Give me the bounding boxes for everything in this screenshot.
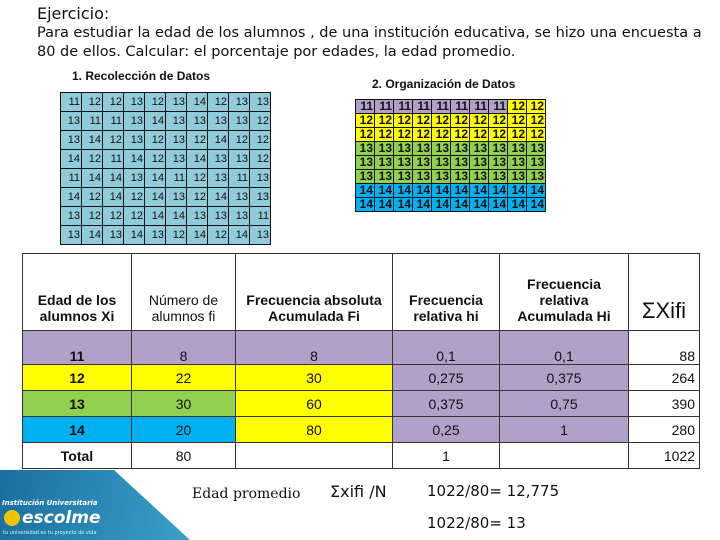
grid-cell: 13	[413, 170, 432, 184]
table-cell: 0,75	[500, 391, 629, 417]
grid-row	[61, 150, 271, 169]
grid-cell: 14	[187, 150, 208, 169]
header-cumulative: Frecuencia absoluta Acumulada Fi	[236, 254, 393, 331]
grid-cell: 14	[375, 184, 394, 198]
grid-cell: 13	[470, 156, 489, 170]
grid-cell: 13	[208, 112, 229, 131]
grid-cell: 12	[451, 128, 470, 142]
grid-cell: 12	[208, 93, 229, 112]
grid-cell: 13	[124, 131, 145, 150]
grid-row	[356, 142, 546, 156]
grid-cell: 12	[432, 114, 451, 128]
table-cell: 0,1	[500, 331, 629, 365]
grid-cell: 14	[470, 198, 489, 212]
grid-cell: 12	[187, 131, 208, 150]
grid-cell: 11	[82, 112, 103, 131]
grid-cell: 14	[432, 184, 451, 198]
table-cell: 0,275	[393, 365, 500, 391]
grid-cell: 13	[527, 170, 546, 184]
grid-cell: 11	[394, 100, 413, 114]
grid-cell: 12	[82, 207, 103, 226]
grid-cell: 13	[187, 112, 208, 131]
grid-cell: 12	[187, 169, 208, 188]
table-cell: 22	[132, 365, 236, 391]
grid-cell: 13	[432, 156, 451, 170]
grid-cell: 11	[470, 100, 489, 114]
grid-cell: 12	[103, 93, 124, 112]
grid-cell: 13	[356, 170, 375, 184]
grid-cell: 13	[356, 142, 375, 156]
grid-cell: 12	[250, 150, 271, 169]
grid-cell: 14	[82, 131, 103, 150]
grid-cell: 11	[356, 100, 375, 114]
header-relative-cumulative: Frecuencia relativa Acumulada Hi	[500, 254, 629, 331]
grid-cell: 13	[356, 156, 375, 170]
grid-row	[61, 188, 271, 207]
table-cell: 390	[629, 391, 700, 417]
total-cell: 80	[132, 443, 236, 469]
grid-cell: 13	[250, 169, 271, 188]
grid-cell: 13	[166, 93, 187, 112]
grid-cell: 12	[508, 100, 527, 114]
grid-row	[61, 226, 271, 245]
grid-cell: 12	[103, 131, 124, 150]
organized-data-grid	[355, 99, 546, 212]
grid-cell: 13	[527, 142, 546, 156]
table-cell: 12	[23, 365, 132, 391]
grid-row	[356, 184, 546, 198]
grid-cell: 13	[61, 131, 82, 150]
grid-cell: 12	[527, 100, 546, 114]
grid-cell: 13	[229, 188, 250, 207]
grid-cell: 12	[432, 128, 451, 142]
grid-cell: 14	[489, 198, 508, 212]
grid-cell: 11	[432, 100, 451, 114]
grid-cell: 13	[508, 142, 527, 156]
grid-cell: 14	[508, 198, 527, 212]
grid-cell: 14	[508, 184, 527, 198]
grid-row	[356, 198, 546, 212]
grid-cell: 11	[103, 112, 124, 131]
grid-cell: 12	[250, 131, 271, 150]
grid-cell: 13	[375, 156, 394, 170]
grid-cell: 14	[145, 112, 166, 131]
grid-cell: 13	[375, 142, 394, 156]
grid-cell: 13	[124, 93, 145, 112]
table-cell: 30	[132, 391, 236, 417]
grid-cell: 13	[229, 93, 250, 112]
grid-cell: 12	[82, 150, 103, 169]
table-cell: 8	[236, 331, 393, 365]
total-cell	[236, 443, 393, 469]
grid-cell: 12	[250, 112, 271, 131]
grid-cell: 14	[145, 169, 166, 188]
grid-cell: 13	[208, 207, 229, 226]
grid-cell: 14	[103, 188, 124, 207]
table-cell: 0,375	[500, 365, 629, 391]
raw-data-grid	[60, 92, 271, 245]
grid-cell: 12	[527, 114, 546, 128]
grid-cell: 13	[208, 169, 229, 188]
grid-cell: 12	[145, 93, 166, 112]
table-cell: 1	[500, 417, 629, 443]
grid-row	[61, 93, 271, 112]
table-cell: 30	[236, 365, 393, 391]
grid-cell: 14	[208, 131, 229, 150]
total-cell: Total	[23, 443, 132, 469]
grid-cell: 12	[145, 131, 166, 150]
table-cell: 0,1	[393, 331, 500, 365]
grid-cell: 13	[250, 226, 271, 245]
grid-cell: 11	[61, 169, 82, 188]
mean-rounded: 1022/80= 13	[427, 514, 526, 532]
grid-cell: 12	[103, 207, 124, 226]
grid-cell: 12	[124, 207, 145, 226]
grid-cell: 14	[394, 184, 413, 198]
grid-cell: 13	[250, 188, 271, 207]
grid-cell: 14	[470, 184, 489, 198]
grid-cell: 12	[166, 226, 187, 245]
grid-cell: 12	[145, 150, 166, 169]
grid-cell: 11	[103, 150, 124, 169]
exercise-statement: Para estudiar la edad de los alumnos , de una institución educativa, se hizo una encuesta a 80 de ellos. Calcular: el porcentaje por edades, la edad promedio.	[37, 25, 702, 60]
grid-cell: 13	[489, 156, 508, 170]
grid-cell: 13	[208, 150, 229, 169]
grid-cell: 14	[451, 184, 470, 198]
grid-cell: 13	[451, 156, 470, 170]
grid-cell: 12	[356, 114, 375, 128]
grid-cell: 13	[527, 156, 546, 170]
grid-cell: 12	[470, 128, 489, 142]
exercise-title: Ejercicio:	[37, 4, 110, 23]
table-cell: 264	[629, 365, 700, 391]
logo-institution: Institución Universitaria	[2, 499, 98, 507]
grid-row	[61, 112, 271, 131]
grid-cell: 14	[187, 93, 208, 112]
grid-cell: 12	[394, 114, 413, 128]
grid-cell: 13	[166, 188, 187, 207]
grid-cell: 14	[103, 169, 124, 188]
grid-cell: 13	[413, 142, 432, 156]
grid-cell: 12	[508, 114, 527, 128]
total-cell: 1022	[629, 443, 700, 469]
grid-cell: 14	[432, 198, 451, 212]
grid-cell: 13	[166, 131, 187, 150]
grid-cell: 12	[394, 128, 413, 142]
grid-cell: 13	[61, 207, 82, 226]
grid-cell: 14	[413, 184, 432, 198]
grid-cell: 12	[82, 93, 103, 112]
table-cell: 88	[629, 331, 700, 365]
grid-cell: 11	[451, 100, 470, 114]
grid-cell: 12	[470, 114, 489, 128]
logo-tagline: tu universidad es tu proyecto de vida	[3, 530, 97, 536]
grid-row	[356, 100, 546, 114]
frequency-table	[22, 253, 700, 469]
grid-cell: 14	[413, 198, 432, 212]
grid-cell: 14	[166, 207, 187, 226]
grid-cell: 14	[375, 198, 394, 212]
grid-cell: 12	[208, 226, 229, 245]
grid-cell: 13	[124, 169, 145, 188]
grid-cell: 14	[208, 188, 229, 207]
table-row	[23, 417, 700, 443]
grid-cell: 14	[61, 150, 82, 169]
table-row	[23, 331, 700, 365]
grid-row	[356, 156, 546, 170]
table-cell: 60	[236, 391, 393, 417]
grid-cell: 13	[451, 142, 470, 156]
grid-cell: 14	[356, 184, 375, 198]
grid-cell: 13	[229, 112, 250, 131]
grid-cell: 14	[145, 188, 166, 207]
grid-cell: 13	[470, 142, 489, 156]
grid-cell: 12	[187, 188, 208, 207]
table-cell: 11	[23, 331, 132, 365]
grid-cell: 14	[124, 226, 145, 245]
logo-e-icon	[4, 510, 20, 526]
header-sum-xifi: ΣXifi	[629, 254, 700, 331]
grid-cell: 13	[394, 142, 413, 156]
header-relative: Frecuencia relativa hi	[393, 254, 500, 331]
grid-cell: 14	[451, 198, 470, 212]
table-cell: 20	[132, 417, 236, 443]
grid-cell: 13	[229, 150, 250, 169]
grid-cell: 11	[375, 100, 394, 114]
grid-cell: 12	[356, 128, 375, 142]
grid-cell: 13	[432, 142, 451, 156]
table-cell: 0,375	[393, 391, 500, 417]
grid-cell: 11	[489, 100, 508, 114]
grid-cell: 13	[229, 207, 250, 226]
table-cell: 14	[23, 417, 132, 443]
section-organization-title: 2. Organización de Datos	[372, 77, 516, 91]
grid-cell: 13	[413, 156, 432, 170]
header-count: Número de alumnos fi	[132, 254, 236, 331]
grid-cell: 12	[229, 131, 250, 150]
table-cell: 8	[132, 331, 236, 365]
grid-cell: 12	[375, 114, 394, 128]
grid-cell: 12	[489, 114, 508, 128]
grid-cell: 12	[451, 114, 470, 128]
grid-cell: 14	[527, 198, 546, 212]
grid-cell: 13	[375, 170, 394, 184]
grid-row	[356, 128, 546, 142]
total-cell: 1	[393, 443, 500, 469]
grid-cell: 13	[166, 112, 187, 131]
mean-calculation: 1022/80= 12,775	[427, 482, 560, 500]
table-cell: 0,25	[393, 417, 500, 443]
grid-cell: 13	[124, 112, 145, 131]
grid-cell: 14	[394, 198, 413, 212]
grid-cell: 13	[103, 226, 124, 245]
grid-cell: 13	[489, 170, 508, 184]
grid-row	[61, 207, 271, 226]
table-cell: 80	[236, 417, 393, 443]
grid-cell: 12	[413, 128, 432, 142]
grid-cell: 13	[61, 112, 82, 131]
grid-cell: 13	[187, 207, 208, 226]
grid-cell: 11	[229, 169, 250, 188]
grid-cell: 13	[470, 170, 489, 184]
grid-cell: 13	[508, 170, 527, 184]
grid-cell: 11	[166, 169, 187, 188]
table-cell: 280	[629, 417, 700, 443]
grid-cell: 14	[187, 226, 208, 245]
grid-cell: 14	[145, 207, 166, 226]
grid-cell: 14	[61, 188, 82, 207]
grid-cell: 14	[229, 226, 250, 245]
grid-cell: 12	[508, 128, 527, 142]
section-collection-title: 1. Recolección de Datos	[72, 69, 211, 83]
table-row	[23, 365, 700, 391]
grid-cell: 14	[82, 226, 103, 245]
grid-cell: 11	[413, 100, 432, 114]
grid-row	[61, 169, 271, 188]
grid-cell: 13	[250, 93, 271, 112]
grid-cell: 14	[124, 150, 145, 169]
table-row	[23, 391, 700, 417]
mean-formula: Σxifi /N	[330, 482, 387, 501]
logo-name: escolme	[22, 508, 101, 528]
grid-cell: 13	[508, 156, 527, 170]
total-cell	[500, 443, 629, 469]
grid-cell: 12	[82, 188, 103, 207]
table-cell: 13	[23, 391, 132, 417]
grid-cell: 13	[432, 170, 451, 184]
grid-cell: 13	[394, 170, 413, 184]
grid-cell: 13	[451, 170, 470, 184]
mean-label: Edad promedio	[192, 486, 301, 502]
grid-cell: 13	[166, 150, 187, 169]
grid-row	[356, 170, 546, 184]
grid-row	[356, 114, 546, 128]
grid-cell: 12	[527, 128, 546, 142]
grid-cell: 12	[375, 128, 394, 142]
grid-cell: 12	[124, 188, 145, 207]
grid-cell: 12	[489, 128, 508, 142]
grid-cell: 13	[394, 156, 413, 170]
total-row	[23, 443, 700, 469]
grid-cell: 13	[61, 226, 82, 245]
grid-cell: 11	[250, 207, 271, 226]
grid-cell: 12	[413, 114, 432, 128]
grid-cell: 13	[489, 142, 508, 156]
header-age: Edad de los alumnos Xi	[23, 254, 132, 331]
grid-cell: 14	[356, 198, 375, 212]
grid-cell: 14	[489, 184, 508, 198]
grid-cell: 14	[82, 169, 103, 188]
grid-cell: 11	[61, 93, 82, 112]
grid-cell: 14	[527, 184, 546, 198]
grid-row	[61, 131, 271, 150]
grid-cell: 13	[145, 226, 166, 245]
